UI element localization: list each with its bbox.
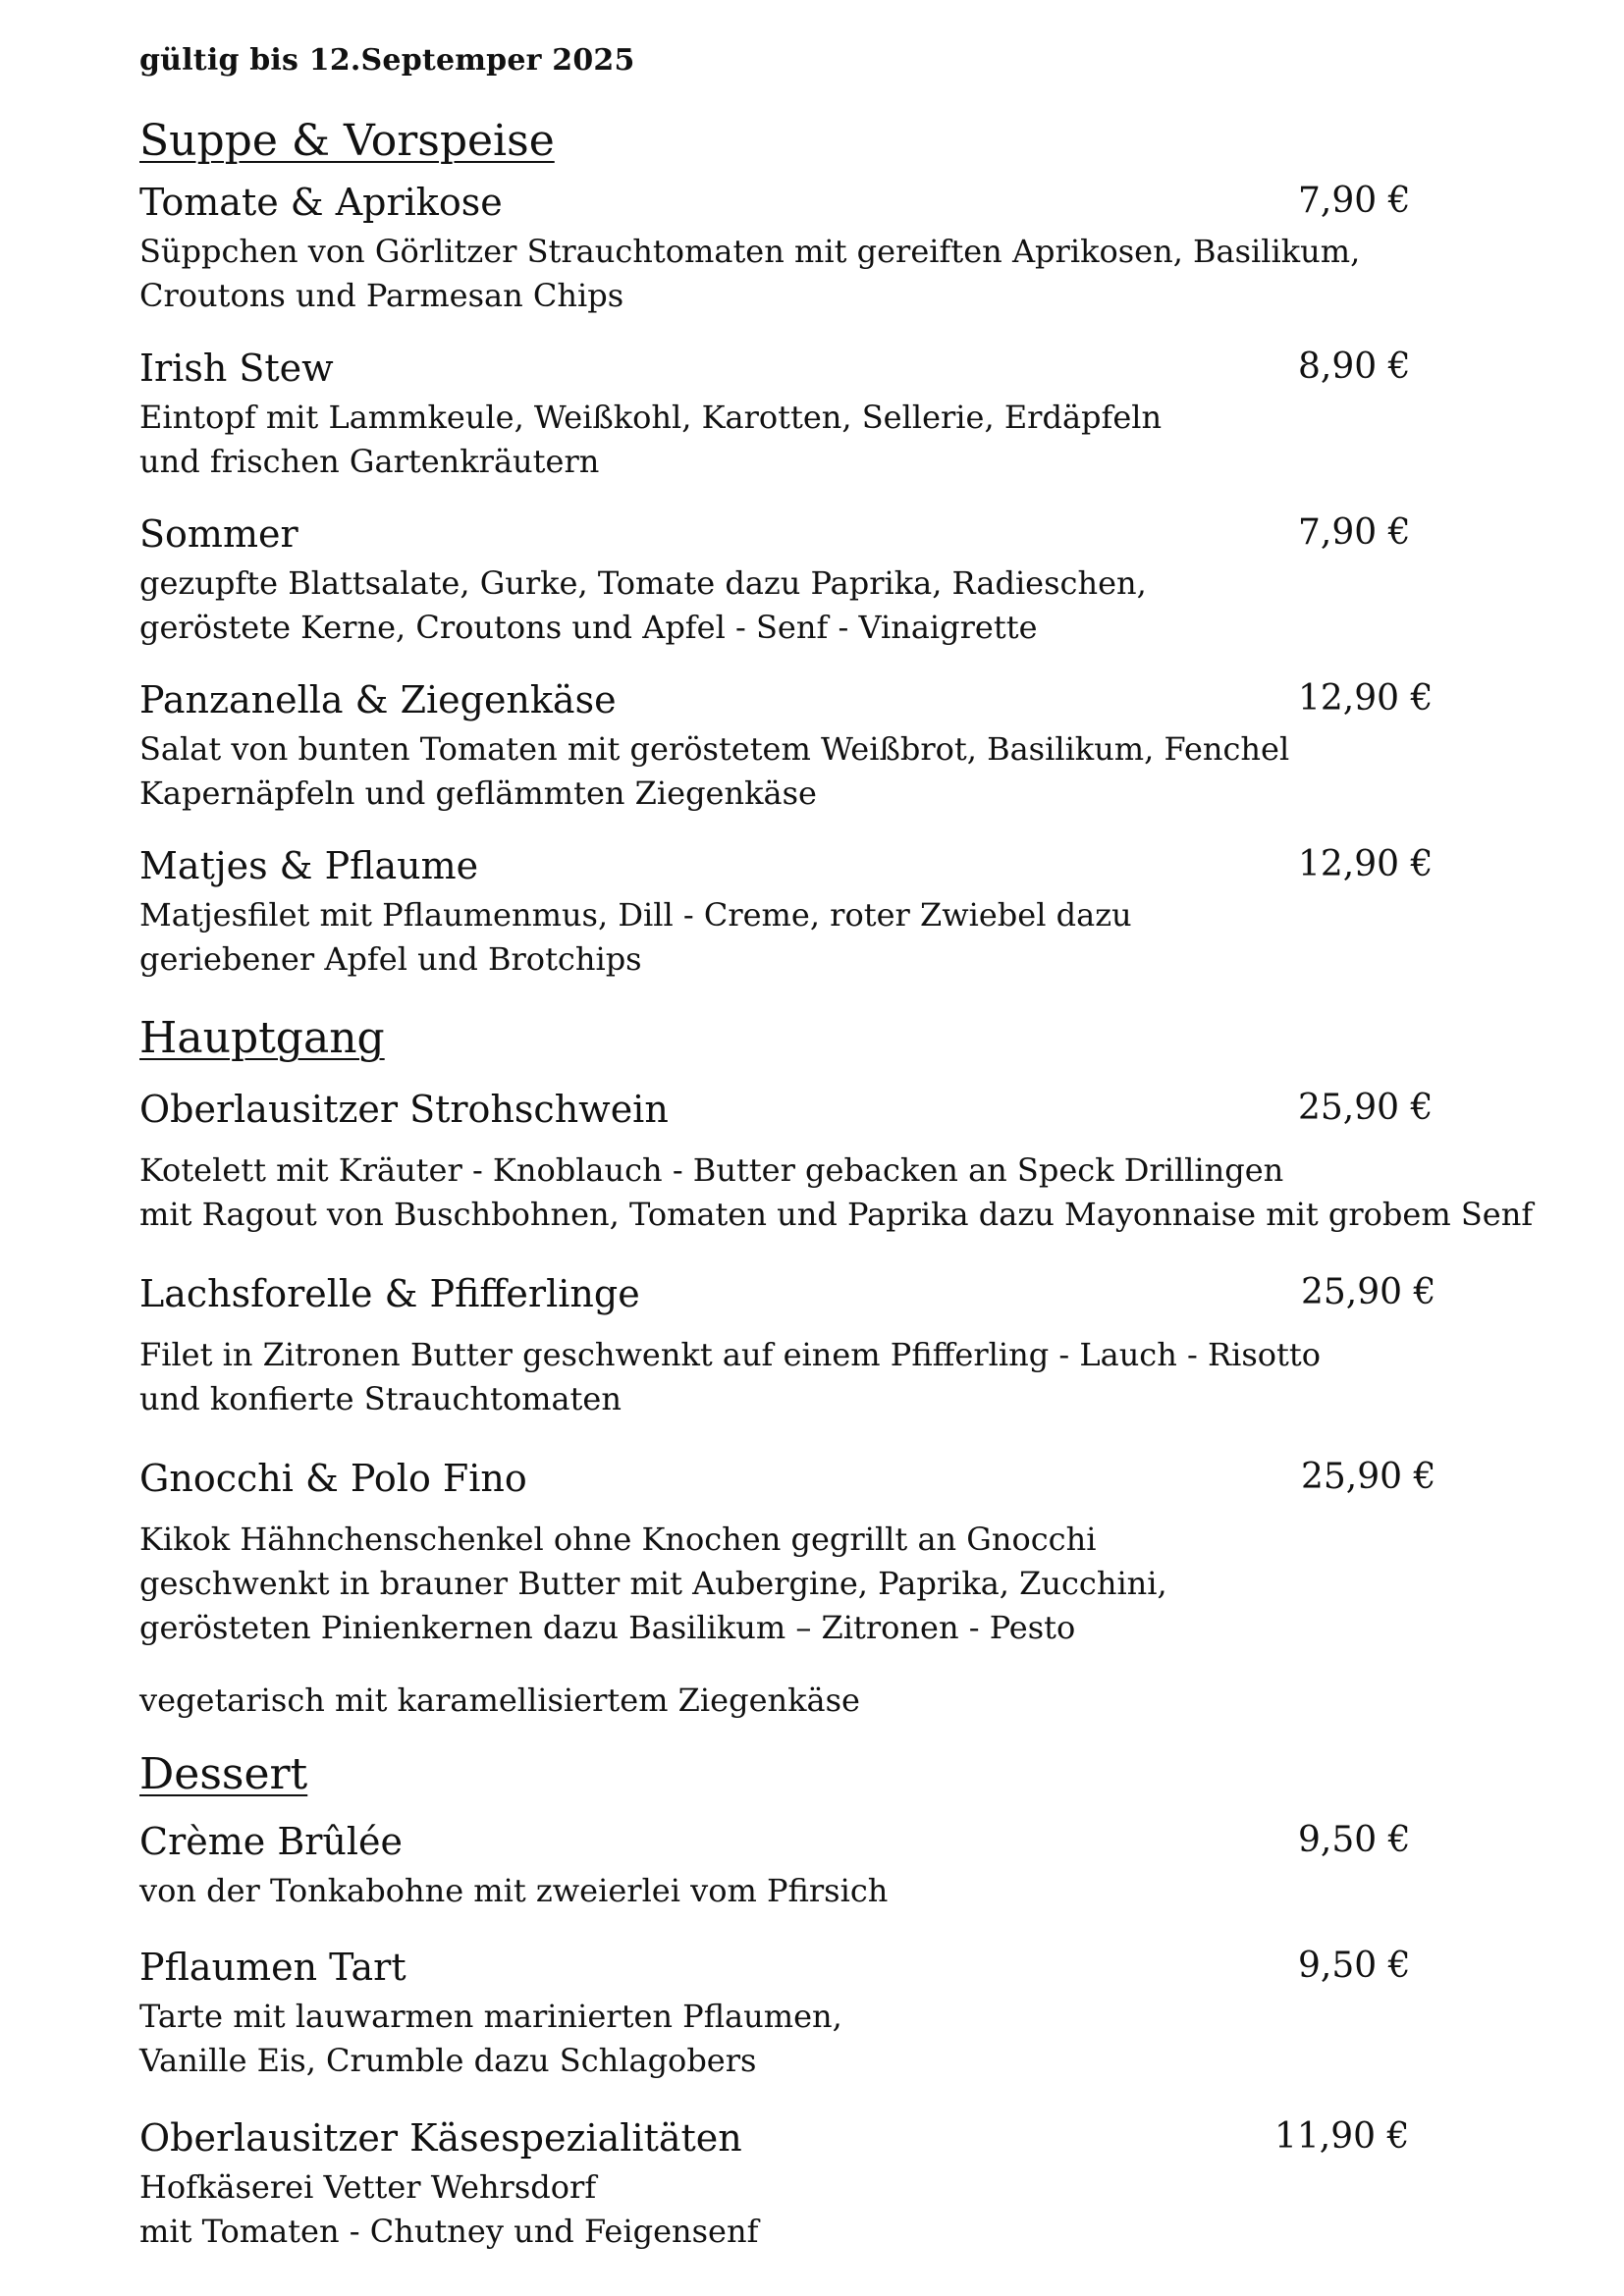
item-price: 9,50 € [1298, 1946, 1411, 1986]
item-price: 9,50 € [1298, 1820, 1411, 1860]
vegetarian-note: vegetarisch mit karamellisiertem Ziegenkäse [139, 1682, 860, 1719]
item-price: 7,90 € [1298, 181, 1411, 221]
section-title-starters: Suppe & Vorspeise [139, 116, 555, 166]
menu-item [139, 844, 1514, 982]
item-description-line: Hofkäserei Vetter Wehrsdorf [139, 2168, 597, 2206]
item-description-line: Kikok Hähnchenschenkel ohne Knochen gegrillt an Gnocchi [139, 1521, 1097, 1558]
item-description-line: Matjesfilet mit Pflaumenmus, Dill - Creme, roter Zwiebel dazu [139, 896, 1132, 934]
item-description-line: Vanille Eis, Crumble dazu Schlagobers [139, 2042, 757, 2079]
item-description-line: und frischen Gartenkräutern [139, 443, 600, 480]
item-price: 12,90 € [1298, 678, 1434, 719]
menu-item [139, 1820, 1514, 1913]
menu-item [139, 1946, 1514, 2083]
item-description-line: Süppchen von Görlitzer Strauchtomaten mit gereiften Aprikosen, Basilikum, [139, 233, 1361, 270]
item-name: Tomate & Aprikose [139, 181, 503, 224]
menu-item [139, 347, 1514, 484]
item-description-line: mit Ragout von Buschbohnen, Tomaten und Paprika dazu Mayonnaise mit grobem Senf [139, 1196, 1534, 1233]
item-description-line: und konfierte Strauchtomaten [139, 1380, 622, 1417]
item-description-line: Kapernäpfeln und geflämmten Ziegenkäse [139, 774, 817, 812]
item-price: 7,90 € [1298, 512, 1411, 553]
item-price: 25,90 € [1298, 1088, 1434, 1128]
item-description-line: geriebener Apfel und Brotchips [139, 940, 642, 978]
item-name: Sommer [139, 512, 298, 556]
item-price: 8,90 € [1298, 347, 1411, 387]
item-description-line: mit Tomaten - Chutney und Feigensenf [139, 2213, 759, 2250]
item-price: 25,90 € [1301, 1272, 1436, 1312]
item-description-line: von der Tonkabohne mit zweierlei vom Pfirsich [139, 1872, 889, 1909]
item-description-line: Tarte mit lauwarmen marinierten Pflaumen, [139, 1998, 842, 2035]
menu-item [139, 1088, 1534, 1237]
item-name: Pflaumen Tart [139, 1946, 406, 1989]
item-name: Irish Stew [139, 347, 334, 390]
item-name: Matjes & Pflaume [139, 844, 479, 887]
item-description-line: gerösteten Pinienkernen dazu Basilikum – Zitronen - Pesto [139, 1609, 1076, 1646]
menu-item [139, 512, 1514, 650]
menu-item [139, 1457, 1514, 1650]
item-name: Panzanella & Ziegenkäse [139, 678, 617, 721]
item-description-line: geröstete Kerne, Croutons und Apfel - Senf - Vinaigrette [139, 609, 1038, 646]
item-name: Oberlausitzer Käsespezialitäten [139, 2116, 742, 2160]
menu-item [139, 678, 1514, 816]
validity-note: gültig bis 12.Septemper 2025 [139, 43, 635, 78]
item-price: 25,90 € [1301, 1457, 1436, 1497]
item-name: Lachsforelle & Pfifferlinge [139, 1272, 640, 1315]
item-name: Crème Brûlée [139, 1820, 404, 1863]
item-description-line: Kotelett mit Kräuter - Knoblauch - Butter gebacken an Speck Drillingen [139, 1151, 1284, 1189]
item-name: Oberlausitzer Strohschwein [139, 1088, 669, 1131]
item-description-line: Salat von bunten Tomaten mit geröstetem Weißbrot, Basilikum, Fenchel [139, 730, 1290, 768]
section-title-mains: Hauptgang [139, 1013, 385, 1063]
item-description-line: Croutons und Parmesan Chips [139, 277, 624, 314]
item-name: Gnocchi & Polo Fino [139, 1457, 527, 1500]
menu-item [139, 181, 1514, 318]
section-title-dessert: Dessert [139, 1749, 308, 1799]
item-price: 11,90 € [1274, 2116, 1410, 2157]
item-description-line: Filet in Zitronen Butter geschwenkt auf einem Pfifferling - Lauch - Risotto [139, 1336, 1321, 1373]
menu-item [139, 1272, 1514, 1421]
item-description-line: gezupfte Blattsalate, Gurke, Tomate dazu Paprika, Radieschen, [139, 564, 1147, 602]
item-description-line: Eintopf mit Lammkeule, Weißkohl, Karotten, Sellerie, Erdäpfeln [139, 399, 1163, 436]
item-price: 12,90 € [1298, 844, 1434, 884]
item-description-line: geschwenkt in brauner Butter mit Aubergine, Paprika, Zucchini, [139, 1565, 1167, 1602]
menu-item [139, 2116, 1514, 2254]
